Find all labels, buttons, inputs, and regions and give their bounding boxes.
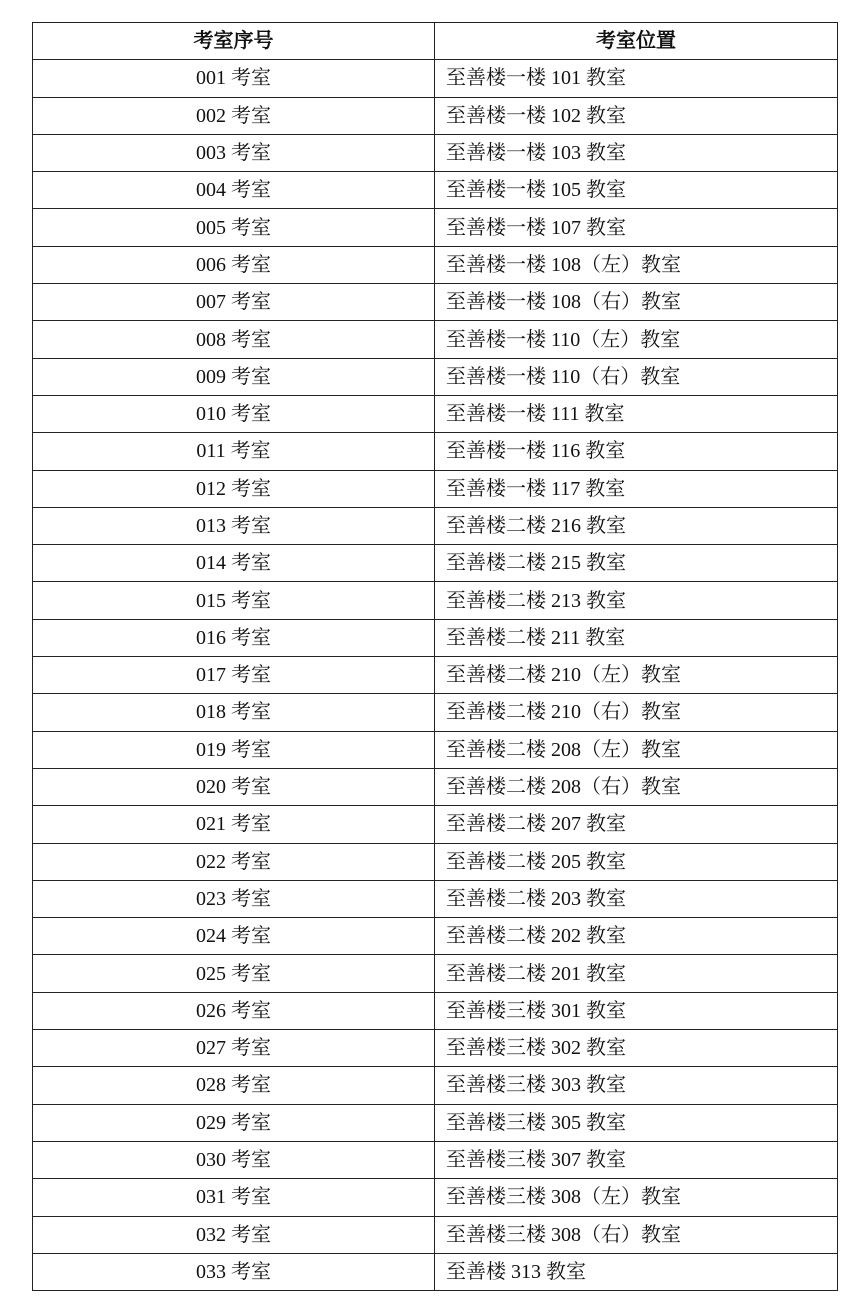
room-number-cell: 030 考室	[33, 1141, 435, 1178]
room-number-cell: 009 考室	[33, 358, 435, 395]
table-row	[33, 60, 838, 97]
table-row	[33, 694, 838, 731]
room-location-cell: 至善楼一楼 116 教室	[435, 433, 838, 470]
table-body	[33, 60, 838, 1291]
room-location-cell: 至善楼三楼 308（右）教室	[435, 1216, 838, 1253]
table-row	[33, 880, 838, 917]
room-location-cell: 至善楼二楼 201 教室	[435, 955, 838, 992]
room-number-cell: 028 考室	[33, 1067, 435, 1104]
room-location-cell: 至善楼一楼 108（右）教室	[435, 284, 838, 321]
room-location-cell: 至善楼一楼 117 教室	[435, 470, 838, 507]
table-row	[33, 433, 838, 470]
room-number-cell: 024 考室	[33, 918, 435, 955]
room-number-cell: 002 考室	[33, 97, 435, 134]
room-location-cell: 至善楼二楼 210（左）教室	[435, 657, 838, 694]
room-number-cell: 005 考室	[33, 209, 435, 246]
room-number-cell: 013 考室	[33, 507, 435, 544]
table-row	[33, 97, 838, 134]
exam-room-table	[32, 22, 838, 1291]
room-location-cell: 至善楼二楼 208（右）教室	[435, 768, 838, 805]
table-row	[33, 843, 838, 880]
room-location-cell: 至善楼二楼 216 教室	[435, 507, 838, 544]
room-location-cell: 至善楼一楼 111 教室	[435, 395, 838, 432]
table-row	[33, 1216, 838, 1253]
room-location-cell: 至善楼一楼 102 教室	[435, 97, 838, 134]
table-row	[33, 619, 838, 656]
room-number-cell: 011 考室	[33, 433, 435, 470]
table-row	[33, 768, 838, 805]
room-number-cell: 020 考室	[33, 768, 435, 805]
room-number-cell: 018 考室	[33, 694, 435, 731]
room-number-cell: 017 考室	[33, 657, 435, 694]
table-row	[33, 358, 838, 395]
room-location-cell: 至善楼三楼 305 教室	[435, 1104, 838, 1141]
room-location-cell: 至善楼二楼 215 教室	[435, 545, 838, 582]
room-location-cell: 至善楼一楼 105 教室	[435, 172, 838, 209]
table-row	[33, 209, 838, 246]
room-number-cell: 025 考室	[33, 955, 435, 992]
room-location-cell: 至善楼一楼 103 教室	[435, 134, 838, 171]
room-number-cell: 012 考室	[33, 470, 435, 507]
room-number-cell: 032 考室	[33, 1216, 435, 1253]
room-location-cell: 至善楼二楼 210（右）教室	[435, 694, 838, 731]
room-number-cell: 019 考室	[33, 731, 435, 768]
table-row	[33, 1179, 838, 1216]
table-row	[33, 806, 838, 843]
room-location-cell: 至善楼一楼 107 教室	[435, 209, 838, 246]
table-row	[33, 992, 838, 1029]
table-row	[33, 582, 838, 619]
table-header-row	[33, 23, 838, 60]
table-row	[33, 134, 838, 171]
header-room-number: 考室序号	[33, 23, 435, 60]
room-location-cell: 至善楼三楼 307 教室	[435, 1141, 838, 1178]
room-location-cell: 至善楼 313 教室	[435, 1253, 838, 1290]
room-location-cell: 至善楼一楼 108（左）教室	[435, 246, 838, 283]
room-number-cell: 016 考室	[33, 619, 435, 656]
room-number-cell: 022 考室	[33, 843, 435, 880]
table-row	[33, 918, 838, 955]
room-number-cell: 007 考室	[33, 284, 435, 321]
room-number-cell: 027 考室	[33, 1030, 435, 1067]
room-location-cell: 至善楼三楼 308（左）教室	[435, 1179, 838, 1216]
room-number-cell: 004 考室	[33, 172, 435, 209]
room-number-cell: 008 考室	[33, 321, 435, 358]
header-room-location: 考室位置	[435, 23, 838, 60]
room-location-cell: 至善楼二楼 202 教室	[435, 918, 838, 955]
room-number-cell: 006 考室	[33, 246, 435, 283]
room-number-cell: 031 考室	[33, 1179, 435, 1216]
room-number-cell: 010 考室	[33, 395, 435, 432]
room-location-cell: 至善楼三楼 303 教室	[435, 1067, 838, 1104]
room-location-cell: 至善楼二楼 207 教室	[435, 806, 838, 843]
table-row	[33, 545, 838, 582]
room-number-cell: 026 考室	[33, 992, 435, 1029]
table-row	[33, 731, 838, 768]
room-number-cell: 015 考室	[33, 582, 435, 619]
table-row	[33, 507, 838, 544]
table-row	[33, 321, 838, 358]
room-location-cell: 至善楼一楼 110（左）教室	[435, 321, 838, 358]
table-row	[33, 395, 838, 432]
table-row	[33, 1067, 838, 1104]
room-location-cell: 至善楼二楼 203 教室	[435, 880, 838, 917]
document-page	[32, 22, 837, 1291]
room-location-cell: 至善楼二楼 205 教室	[435, 843, 838, 880]
room-location-cell: 至善楼二楼 211 教室	[435, 619, 838, 656]
room-number-cell: 033 考室	[33, 1253, 435, 1290]
room-location-cell: 至善楼二楼 208（左）教室	[435, 731, 838, 768]
room-location-cell: 至善楼一楼 110（右）教室	[435, 358, 838, 395]
room-number-cell: 014 考室	[33, 545, 435, 582]
table-row	[33, 1030, 838, 1067]
room-location-cell: 至善楼三楼 301 教室	[435, 992, 838, 1029]
room-number-cell: 001 考室	[33, 60, 435, 97]
table-row	[33, 172, 838, 209]
room-number-cell: 021 考室	[33, 806, 435, 843]
room-location-cell: 至善楼二楼 213 教室	[435, 582, 838, 619]
room-number-cell: 023 考室	[33, 880, 435, 917]
table-row	[33, 1253, 838, 1290]
room-number-cell: 003 考室	[33, 134, 435, 171]
room-location-cell: 至善楼一楼 101 教室	[435, 60, 838, 97]
table-row	[33, 1141, 838, 1178]
table-row	[33, 470, 838, 507]
table-row	[33, 246, 838, 283]
table-row	[33, 955, 838, 992]
table-row	[33, 1104, 838, 1141]
table-row	[33, 284, 838, 321]
room-number-cell: 029 考室	[33, 1104, 435, 1141]
table-row	[33, 657, 838, 694]
room-location-cell: 至善楼三楼 302 教室	[435, 1030, 838, 1067]
